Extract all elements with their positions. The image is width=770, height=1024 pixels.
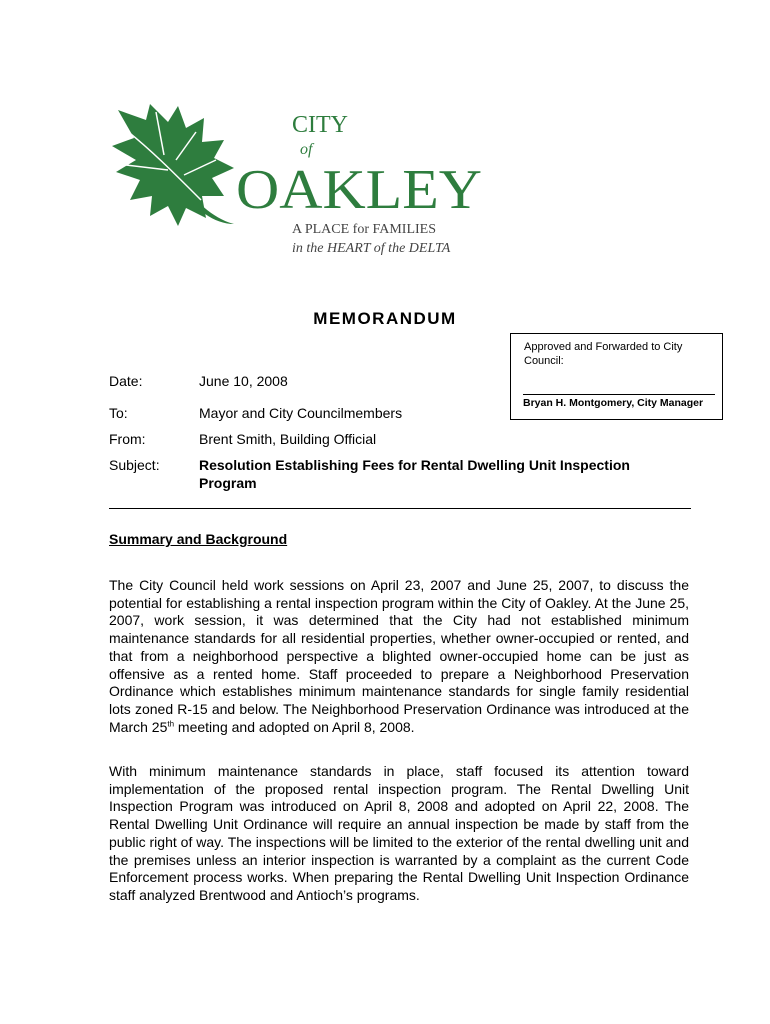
from-value: Brent Smith, Building Official (199, 431, 377, 447)
body-paragraph-1: The City Council held work sessions on April 23, 2007 and June 25, 2007, to discuss the potential for establishing a rental inspection program within the City of Oakley. At the June 25, 2007, work session, it was determined that the City had not established minimum maintenance standards for all residential properties, whether owner-occupied or rented, and that from a neighborhood perspective a blighted owner-occupied home can be just as offensive as a rented home. Staff proceeded to prepare a Neighborhood Preservation Ordinance which establishes minimum maintenance standards for single family residential lots zoned R-15 and below. The Neighborhood Preservation Ordinance was introduced at the March 25th meeting and adopted on April 8, 2008. (109, 577, 689, 735)
memo-title: MEMORANDUM (313, 309, 457, 328)
date-label: Date: (109, 373, 143, 389)
logo-tagline-2: in the HEART of the DELTA (292, 241, 451, 256)
approval-text: Approved and Forwarded to City Council: (524, 341, 683, 367)
signature-line (523, 394, 715, 395)
city-of-oakley-logo (106, 100, 496, 260)
header-divider (109, 508, 691, 509)
body-paragraph-2: With minimum maintenance standards in place, staff focused its attention toward implementation of the proposed rental inspection program. The Rental Dwelling Unit Inspection Program was introduced on April 8, 2008 and adopted on April 22, 2008. The Rental Dwelling Unit Ordinance will require an annual inspection be made by staff from the public right of way. The inspections will be limited to the exterior of the rental dwelling unit and the premises unless an interior inspection is warranted by a complaint as the current Code Enforcement process works. When preparing the Rental Dwelling Unit Inspection Ordinance staff analyzed Brentwood and Antioch’s programs. (109, 763, 689, 903)
section-heading: Summary and Background (109, 531, 288, 547)
logo-city: CITY (292, 112, 348, 138)
approval-signatory: Bryan H. Montgomery, City Manager (523, 397, 704, 409)
subject-value: Resolution Establishing Fees for Rental Dwelling Unit Inspection Program (199, 457, 630, 491)
subject-label: Subject: (109, 457, 160, 473)
logo-tagline-1: A PLACE for FAMILIES (292, 222, 437, 237)
logo-name: OAKLEY (236, 159, 482, 221)
date-value: June 10, 2008 (199, 373, 288, 389)
to-value: Mayor and City Councilmembers (199, 405, 403, 421)
from-label: From: (109, 431, 146, 447)
logo-of: of (300, 141, 313, 158)
to-label: To: (109, 405, 128, 421)
